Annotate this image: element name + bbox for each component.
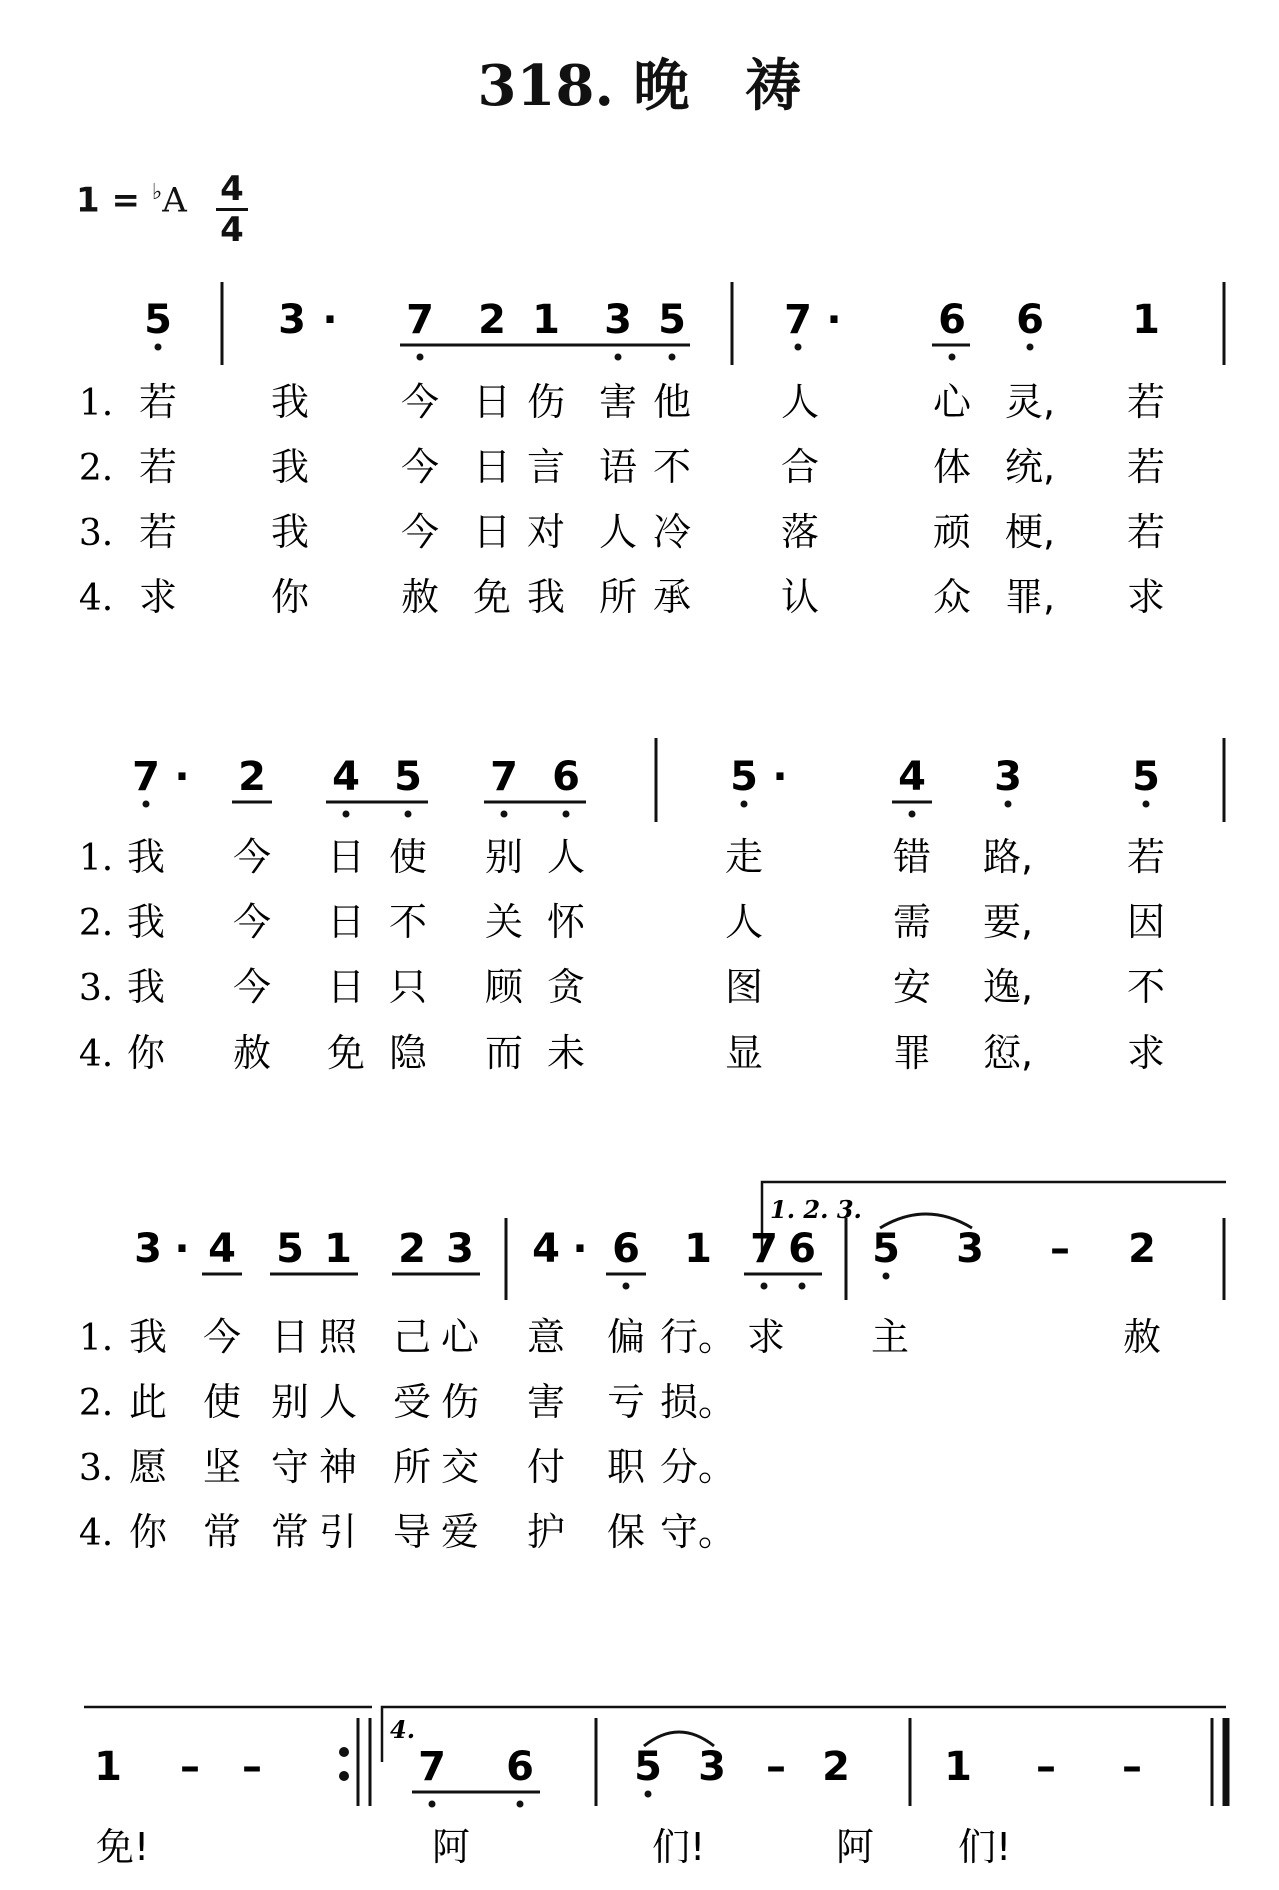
lyric-syllable: 错	[892, 835, 932, 879]
low-octave-dot	[143, 801, 150, 808]
lyric-syllable: 引	[318, 1510, 358, 1554]
note: 7	[490, 754, 518, 800]
lyric-syllable: 我	[126, 835, 166, 879]
lyric-syllable: 众	[932, 575, 972, 619]
lyric-syllable: 愿	[128, 1445, 168, 1489]
lyric-syllable: 己	[392, 1315, 432, 1359]
low-octave-dot	[741, 801, 748, 808]
low-octave-dot	[417, 354, 424, 361]
lyric-syllable: 日	[472, 510, 512, 554]
lyric-syllable: 日	[326, 965, 366, 1009]
note: –	[1050, 1226, 1070, 1272]
note: 6	[1016, 297, 1044, 343]
lyric-syllable: 愆,	[982, 1031, 1034, 1075]
lyric-syllable: 未	[546, 1031, 586, 1075]
lyric-syllable: 求	[746, 1315, 786, 1359]
note: 5	[658, 297, 686, 343]
lyric-syllable: 交	[440, 1445, 480, 1489]
note: 3	[956, 1226, 984, 1272]
lyric-syllable: 日	[472, 380, 512, 424]
lyric-syllable: 我	[270, 380, 310, 424]
verse-number: 4.	[78, 1034, 114, 1075]
lyric-syllable: 你	[270, 575, 310, 619]
lyric-syllable: 分。	[659, 1445, 737, 1489]
note: 1	[1132, 297, 1160, 343]
lyric-syllable: 我	[126, 900, 166, 944]
verse-number: 3.	[78, 513, 114, 554]
note: 1	[94, 1744, 122, 1790]
verse-number: 3.	[78, 968, 114, 1009]
key-letter: A	[162, 180, 187, 221]
lyric-syllable: 护	[526, 1510, 566, 1554]
lyric-syllable: 合	[780, 445, 820, 489]
lyric-syllable: 此	[128, 1380, 168, 1424]
low-octave-dot	[623, 1283, 630, 1290]
first-ending-label: 1. 2. 3.	[770, 1195, 862, 1224]
verse-number: 4.	[78, 1513, 114, 1554]
lyric-syllable: 心	[440, 1315, 480, 1359]
lyric-syllable: 人	[318, 1380, 358, 1424]
lyric-syllable: 而	[484, 1031, 524, 1075]
lyric-syllable: 所	[392, 1445, 432, 1489]
lyric-syllable: 关	[484, 900, 524, 944]
note: 7	[418, 1744, 446, 1790]
lyric-syllable: 今	[400, 510, 440, 554]
note: 3	[134, 1226, 162, 1272]
note: 4	[208, 1226, 236, 1272]
note: 3	[994, 754, 1022, 800]
lyric-syllable: 意	[526, 1315, 566, 1359]
lyric-syllable: 我	[526, 575, 566, 619]
note: 7	[784, 297, 812, 343]
lyric-syllable: 承	[652, 575, 692, 619]
note: ·	[322, 297, 338, 343]
lyric-syllable: 冷	[652, 510, 692, 554]
low-octave-dot	[517, 1801, 524, 1808]
note: –	[180, 1744, 200, 1790]
note: 1	[944, 1744, 972, 1790]
lyric-syllable: 顾	[484, 965, 524, 1009]
lyric-syllable: 若	[138, 445, 178, 489]
lyric-syllable: 逸,	[982, 965, 1034, 1009]
lyric-syllable: 若	[1126, 445, 1166, 489]
lyric-syllable: 付	[526, 1445, 566, 1489]
low-octave-dot	[795, 344, 802, 351]
time-signature-bottom: 4	[220, 210, 244, 250]
lyric-syllable: 心	[932, 380, 972, 424]
lyric-syllable: 路,	[982, 835, 1034, 879]
low-octave-dot	[155, 344, 162, 351]
low-octave-dot	[1027, 344, 1034, 351]
low-octave-dot	[669, 354, 676, 361]
note: 5	[634, 1744, 662, 1790]
note: 2	[478, 297, 506, 343]
note: 2	[398, 1226, 426, 1272]
verse-number: 2.	[78, 448, 114, 489]
note: 6	[552, 754, 580, 800]
note: 5	[276, 1226, 304, 1272]
lyric-syllable: 求	[1126, 1031, 1166, 1075]
lyric-syllable: 对	[526, 510, 566, 554]
repeat-dot	[339, 1747, 349, 1757]
lyric-syllable: 你	[128, 1510, 168, 1554]
lyric-syllable: 损。	[659, 1380, 737, 1424]
note: 6	[788, 1226, 816, 1272]
lyric-syllable: 若	[138, 510, 178, 554]
lyric-syllable: 认	[780, 575, 820, 619]
lyric-syllable: 言	[526, 445, 566, 489]
lyric-syllable: 使	[388, 835, 428, 879]
low-octave-dot	[645, 1791, 652, 1798]
lyric-syllable: 偏	[606, 1315, 646, 1359]
note: 3	[446, 1226, 474, 1272]
low-octave-dot	[761, 1283, 768, 1290]
time-signature-top: 4	[220, 169, 244, 209]
low-octave-dot	[429, 1801, 436, 1808]
lyric-syllable: 日	[326, 900, 366, 944]
lyric-syllable: 因	[1126, 900, 1166, 944]
lyric-syllable: 我	[126, 965, 166, 1009]
low-octave-dot	[343, 811, 350, 818]
low-octave-dot	[949, 354, 956, 361]
low-octave-dot	[1143, 801, 1150, 808]
note: 6	[506, 1744, 534, 1790]
lyric-syllable: 怀	[546, 900, 586, 944]
lyric-syllable: 赦	[1122, 1315, 1162, 1359]
note: 5	[394, 754, 422, 800]
lyric-syllable: 亏	[606, 1380, 646, 1424]
lyric-syllable: 只	[388, 965, 428, 1009]
verse-number: 1.	[78, 838, 114, 879]
lyric-syllable: 不	[388, 900, 428, 944]
low-octave-dot	[405, 811, 412, 818]
verse-number: 2.	[78, 903, 114, 944]
note: ·	[174, 754, 190, 800]
lyric-syllable: 罪	[892, 1031, 932, 1075]
lyric-syllable: 免	[472, 575, 512, 619]
lyric-syllable: 人	[546, 835, 586, 879]
lyric-syllable: 若	[1126, 510, 1166, 554]
lyric-syllable: 伤	[526, 380, 566, 424]
lyric-syllable: 隐	[388, 1031, 428, 1075]
note: 7	[406, 297, 434, 343]
lyric-syllable: 主	[870, 1315, 910, 1359]
note: ·	[772, 754, 788, 800]
lyric-syllable: 所	[598, 575, 638, 619]
low-octave-dot	[909, 811, 916, 818]
hymn-title: 318. 晚 祷	[477, 53, 802, 119]
note: 6	[938, 297, 966, 343]
lyric-syllable: 统,	[1004, 445, 1056, 489]
lyric-syllable: 我	[270, 445, 310, 489]
lyric-syllable: 神	[318, 1445, 358, 1489]
lyric-syllable: 照	[318, 1315, 358, 1359]
verse-number: 4.	[78, 578, 114, 619]
lyric-syllable: 要,	[982, 900, 1034, 944]
lyric-syllable: 求	[138, 575, 178, 619]
lyric-syllable: 人	[724, 900, 764, 944]
lyric-syllable: 今	[400, 380, 440, 424]
repeat-dot	[339, 1771, 349, 1781]
verse-number: 1.	[78, 1318, 114, 1359]
note: 2	[238, 754, 266, 800]
low-octave-dot	[563, 811, 570, 818]
key-prefix: 1 =	[76, 180, 152, 221]
note: –	[1036, 1744, 1056, 1790]
lyric-syllable: 今	[232, 965, 272, 1009]
note: ·	[174, 1226, 190, 1272]
lyric-syllable: 今	[232, 900, 272, 944]
lyric-syllable: 语	[598, 445, 638, 489]
lyric-syllable: 需	[892, 900, 932, 944]
lyric-syllable: 守。	[659, 1510, 737, 1554]
low-octave-dot	[799, 1283, 806, 1290]
lyric-syllable: 我	[128, 1315, 168, 1359]
verse-number: 3.	[78, 1448, 114, 1489]
note: 7	[750, 1226, 778, 1272]
lyric-syllable: 他	[652, 380, 692, 424]
note: 4	[532, 1226, 560, 1272]
lyric-syllable: 害	[526, 1380, 566, 1424]
lyric-syllable: 们!	[958, 1825, 1012, 1869]
lyric-syllable: 走	[724, 835, 764, 879]
lyric-syllable: 罪,	[1004, 575, 1056, 619]
lyric-syllable: 害	[598, 380, 638, 424]
lyric-syllable: 赦	[232, 1031, 272, 1075]
note: 2	[1128, 1226, 1156, 1272]
lyric-syllable: 坚	[202, 1445, 242, 1489]
lyric-syllable: 安	[892, 965, 932, 1009]
verse-number: 2.	[78, 1383, 114, 1424]
note: ·	[826, 297, 842, 343]
note: 4	[332, 754, 360, 800]
note: 5	[144, 297, 172, 343]
note: –	[766, 1744, 786, 1790]
lyric-syllable: 人	[598, 510, 638, 554]
lyric-syllable: 使	[202, 1380, 242, 1424]
lyric-syllable: 职	[606, 1445, 646, 1489]
lyric-syllable: 行。	[659, 1315, 737, 1359]
low-octave-dot	[883, 1273, 890, 1280]
lyric-syllable: 落	[780, 510, 820, 554]
lyric-syllable: 不	[652, 445, 692, 489]
lyric-syllable: 我	[270, 510, 310, 554]
lyric-syllable: 日	[270, 1315, 310, 1359]
flat-sign: ♭	[151, 180, 163, 205]
note: 5	[872, 1226, 900, 1272]
note: 3	[604, 297, 632, 343]
lyric-syllable: 常	[270, 1510, 310, 1554]
note: –	[1122, 1744, 1142, 1790]
note: 4	[898, 754, 926, 800]
lyric-syllable: 体	[932, 445, 972, 489]
lyric-syllable: 若	[138, 380, 178, 424]
lyric-syllable: 若	[1126, 835, 1166, 879]
lyric-syllable: 图	[724, 965, 764, 1009]
lyric-syllable: 显	[724, 1031, 764, 1075]
lyric-syllable: 受	[392, 1380, 432, 1424]
lyric-syllable: 不	[1126, 965, 1166, 1009]
lyric-syllable: 别	[484, 835, 524, 879]
lyric-syllable: 赦	[400, 575, 440, 619]
lyric-syllable: 导	[392, 1510, 432, 1554]
lyric-syllable: 贪	[546, 965, 586, 1009]
note: ·	[572, 1226, 588, 1272]
low-octave-dot	[615, 354, 622, 361]
note: –	[242, 1744, 262, 1790]
lyric-syllable: 阿	[432, 1825, 471, 1869]
lyric-syllable: 常	[202, 1510, 242, 1554]
note: 6	[612, 1226, 640, 1272]
lyric-syllable: 今	[400, 445, 440, 489]
lyric-syllable: 今	[232, 835, 272, 879]
lyric-syllable: 顽	[932, 510, 972, 554]
note: 7	[132, 754, 160, 800]
lyric-syllable: 伤	[440, 1380, 480, 1424]
note: 1	[532, 297, 560, 343]
lyric-syllable: 灵,	[1004, 380, 1056, 424]
note: 3	[278, 297, 306, 343]
lyric-syllable: 爱	[440, 1510, 480, 1554]
note: 1	[684, 1226, 712, 1272]
lyric-syllable: 免	[326, 1031, 366, 1075]
verse-number: 1.	[78, 383, 114, 424]
note: 5	[1132, 754, 1160, 800]
lyric-syllable: 今	[202, 1315, 242, 1359]
second-ending-label: 4.	[390, 1715, 416, 1744]
lyric-syllable: 若	[1126, 380, 1166, 424]
lyric-syllable: 梗,	[1004, 510, 1056, 554]
lyric-syllable: 免!	[96, 1825, 150, 1869]
low-octave-dot	[1005, 801, 1012, 808]
note: 3	[698, 1744, 726, 1790]
lyric-syllable: 阿	[836, 1825, 875, 1869]
lyric-syllable: 你	[126, 1031, 166, 1075]
low-octave-dot	[501, 811, 508, 818]
lyric-syllable: 人	[780, 380, 820, 424]
note: 1	[324, 1226, 352, 1272]
lyric-syllable: 别	[270, 1380, 310, 1424]
note: 2	[822, 1744, 850, 1790]
note: 5	[730, 754, 758, 800]
lyric-syllable: 日	[472, 445, 512, 489]
lyric-syllable: 求	[1126, 575, 1166, 619]
lyric-syllable: 保	[606, 1510, 646, 1554]
lyric-syllable: 们!	[652, 1825, 706, 1869]
lyric-syllable: 守	[270, 1445, 310, 1489]
lyric-syllable: 日	[326, 835, 366, 879]
